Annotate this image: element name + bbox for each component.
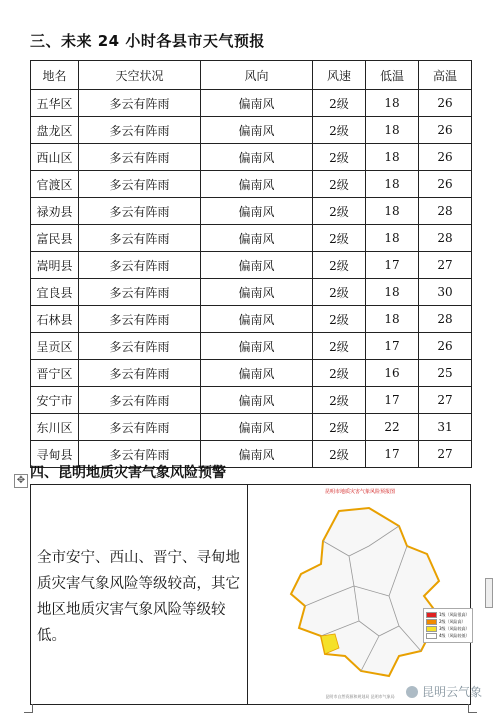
table-cell: 富民县 <box>31 225 79 252</box>
table-cell: 禄劝县 <box>31 198 79 225</box>
table-cell: 偏南风 <box>201 333 313 360</box>
table-cell: 16 <box>366 360 419 387</box>
table-cell: 28 <box>419 198 472 225</box>
column-header: 地名 <box>31 61 79 90</box>
table-cell: 26 <box>419 117 472 144</box>
page-corner-mark <box>468 704 477 713</box>
legend-swatch <box>426 612 437 618</box>
table-cell: 宜良县 <box>31 279 79 306</box>
risk-map <box>249 486 471 704</box>
table-cell: 18 <box>366 198 419 225</box>
table-cell: 东川区 <box>31 414 79 441</box>
table-cell: 多云有阵雨 <box>79 117 201 144</box>
warning-panel <box>30 484 471 705</box>
table-cell: 偏南风 <box>201 198 313 225</box>
table-cell: 17 <box>366 252 419 279</box>
table-cell: 石林县 <box>31 306 79 333</box>
map-graphic <box>249 486 471 704</box>
table-cell: 多云有阵雨 <box>79 333 201 360</box>
table-cell: 2级 <box>313 279 366 306</box>
table-cell: 多云有阵雨 <box>79 252 201 279</box>
table-cell: 偏南风 <box>201 414 313 441</box>
map-region-shape <box>291 508 439 676</box>
table-cell: 28 <box>419 225 472 252</box>
map-legend <box>423 608 473 643</box>
table-row <box>31 252 472 279</box>
table-cell: 多云有阵雨 <box>79 90 201 117</box>
table-cell: 2级 <box>313 252 366 279</box>
legend-label: 1级（风险很高） <box>439 612 470 617</box>
column-header: 风向 <box>201 61 313 90</box>
table-cell: 多云有阵雨 <box>79 198 201 225</box>
table-row <box>31 414 472 441</box>
table-row <box>31 360 472 387</box>
legend-item <box>426 619 470 625</box>
table-cell: 28 <box>419 306 472 333</box>
table-cell: 2级 <box>313 144 366 171</box>
table-cell: 多云有阵雨 <box>79 171 201 198</box>
legend-label: 4级（风险较低） <box>439 633 470 638</box>
table-cell: 26 <box>419 171 472 198</box>
table-row <box>31 171 472 198</box>
map-title: 昆明市地质灾害气象风险预报图 <box>324 489 395 495</box>
table-cell: 偏南风 <box>201 171 313 198</box>
move-anchor-icon[interactable]: ✥ <box>14 474 28 488</box>
table-cell: 18 <box>366 117 419 144</box>
table-cell: 官渡区 <box>31 171 79 198</box>
table-row <box>31 117 472 144</box>
table-cell: 多云有阵雨 <box>79 144 201 171</box>
column-header: 风速 <box>313 61 366 90</box>
table-cell: 31 <box>419 414 472 441</box>
table-cell: 18 <box>366 144 419 171</box>
table-cell: 盘龙区 <box>31 117 79 144</box>
table-row <box>31 198 472 225</box>
table-cell: 多云有阵雨 <box>79 306 201 333</box>
table-cell: 嵩明县 <box>31 252 79 279</box>
legend-swatch <box>426 619 437 625</box>
table-cell: 18 <box>366 225 419 252</box>
table-header-row <box>31 61 472 90</box>
watermark <box>406 683 482 700</box>
legend-label: 3级（风险较高） <box>439 626 470 631</box>
table-cell: 西山区 <box>31 144 79 171</box>
table-row <box>31 333 472 360</box>
table-cell: 17 <box>366 441 419 468</box>
table-row <box>31 387 472 414</box>
column-header: 天空状况 <box>79 61 201 90</box>
table-cell: 多云有阵雨 <box>79 414 201 441</box>
table-row <box>31 225 472 252</box>
table-row <box>31 279 472 306</box>
table-cell: 安宁市 <box>31 387 79 414</box>
table-cell: 偏南风 <box>201 252 313 279</box>
scrollbar[interactable] <box>485 578 493 608</box>
table-row <box>31 306 472 333</box>
table-cell: 2级 <box>313 441 366 468</box>
table-cell: 2级 <box>313 198 366 225</box>
table-cell: 多云有阵雨 <box>79 360 201 387</box>
table-cell: 偏南风 <box>201 225 313 252</box>
map-footer: 昆明市自然资源和规划局 昆明市气象局 <box>325 694 395 699</box>
table-cell: 2级 <box>313 171 366 198</box>
watermark-text: 昆明云气象 <box>421 685 482 699</box>
table-cell: 2级 <box>313 387 366 414</box>
table-cell: 多云有阵雨 <box>79 387 201 414</box>
table-cell: 26 <box>419 333 472 360</box>
table-cell: 偏南风 <box>201 279 313 306</box>
table-cell: 17 <box>366 387 419 414</box>
legend-item <box>426 633 470 639</box>
table-cell: 偏南风 <box>201 117 313 144</box>
table-cell: 多云有阵雨 <box>79 225 201 252</box>
table-cell: 偏南风 <box>201 360 313 387</box>
table-cell: 呈贡区 <box>31 333 79 360</box>
table-row <box>31 144 472 171</box>
section4-title: 四、昆明地质灾害气象风险预警 <box>30 465 226 481</box>
table-cell: 五华区 <box>31 90 79 117</box>
table-cell: 18 <box>366 90 419 117</box>
legend-swatch <box>426 626 437 632</box>
column-header: 低温 <box>366 61 419 90</box>
table-cell: 晋宁区 <box>31 360 79 387</box>
table-cell: 18 <box>366 306 419 333</box>
legend-label: 2级（风险高） <box>439 619 466 624</box>
table-cell: 2级 <box>313 90 366 117</box>
legend-swatch <box>426 633 437 639</box>
table-cell: 25 <box>419 360 472 387</box>
table-cell: 2级 <box>313 414 366 441</box>
warning-text: 全市安宁、西山、晋宁、寻甸地质灾害气象风险等级较高，其它地区地质灾害气象风险等级较低。 <box>37 550 240 644</box>
table-cell: 2级 <box>313 360 366 387</box>
page-corner-mark <box>24 704 33 713</box>
table-cell: 偏南风 <box>201 144 313 171</box>
column-header: 高温 <box>419 61 472 90</box>
table-cell: 26 <box>419 90 472 117</box>
table-cell: 27 <box>419 387 472 414</box>
table-cell: 26 <box>419 144 472 171</box>
table-cell: 多云有阵雨 <box>79 441 201 468</box>
table-cell: 18 <box>366 279 419 306</box>
table-cell: 27 <box>419 252 472 279</box>
table-cell: 22 <box>366 414 419 441</box>
section3-title: 三、未来 24 小时各县市天气预报 <box>30 32 265 50</box>
table-cell: 偏南风 <box>201 387 313 414</box>
forecast-table <box>30 60 472 468</box>
table-cell: 2级 <box>313 117 366 144</box>
table-cell: 寻甸县 <box>31 441 79 468</box>
table-cell: 27 <box>419 441 472 468</box>
watermark-logo-icon <box>406 686 418 698</box>
legend-item <box>426 626 470 632</box>
legend-item <box>426 612 470 618</box>
panel-divider <box>247 485 248 704</box>
table-cell: 偏南风 <box>201 306 313 333</box>
table-cell: 2级 <box>313 333 366 360</box>
table-row <box>31 90 472 117</box>
table-cell: 30 <box>419 279 472 306</box>
table-cell: 多云有阵雨 <box>79 279 201 306</box>
table-cell: 18 <box>366 171 419 198</box>
table-cell: 2级 <box>313 225 366 252</box>
table-cell: 17 <box>366 333 419 360</box>
table-cell: 偏南风 <box>201 90 313 117</box>
table-cell: 2级 <box>313 306 366 333</box>
table-cell: 偏南风 <box>201 441 313 468</box>
